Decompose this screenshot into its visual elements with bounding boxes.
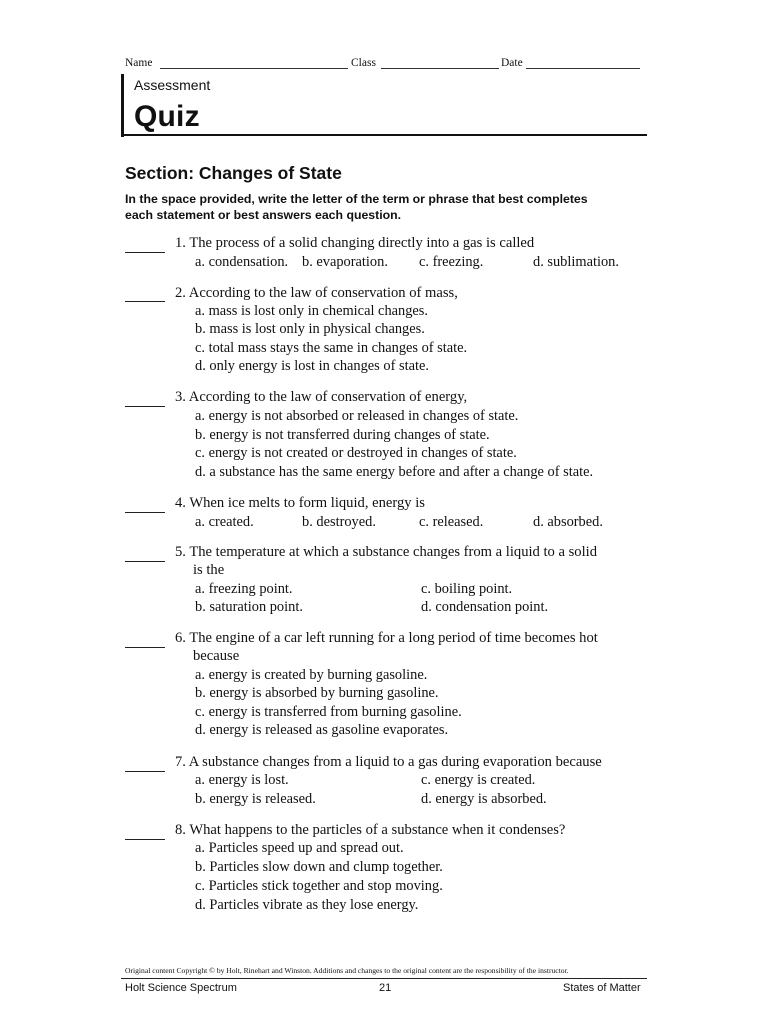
q7-option-d: d. energy is absorbed.	[421, 791, 547, 807]
q7-option-c: c. energy is created.	[421, 772, 536, 788]
answer-blank-7[interactable]	[125, 771, 165, 772]
question-8-stem: 8. What happens to the particles of a substance when it condenses?	[175, 822, 566, 838]
q7-option-b: b. energy is released.	[195, 791, 316, 807]
q8-option-a: a. Particles speed up and spread out.	[195, 840, 404, 856]
q2-option-a: a. mass is lost only in chemical changes.	[195, 303, 428, 319]
name-field[interactable]	[160, 68, 348, 69]
page-title: Quiz	[134, 100, 200, 133]
q4-option-a: a. created.	[195, 514, 254, 530]
question-2-stem: 2. According to the law of conservation of mass,	[175, 285, 458, 301]
q1-option-a: a. condensation.	[195, 254, 289, 270]
q3-option-b: b. energy is not transferred during changes of state.	[195, 427, 490, 443]
question-6-stem-cont: because	[193, 648, 240, 664]
answer-blank-6[interactable]	[125, 647, 165, 648]
copyright-notice: Original content Copyright © by Holt, Rinehart and Winston. Additions and changes to the original content are the responsibility of the instructor.	[125, 966, 569, 975]
title-bracket	[121, 74, 124, 137]
q3-option-c: c. energy is not created or destroyed in changes of state.	[195, 445, 517, 461]
answer-blank-5[interactable]	[125, 561, 165, 562]
instructions-line-2: each statement or best answers each question.	[125, 208, 402, 222]
q4-option-c: c. released.	[419, 514, 484, 530]
q2-option-b: b. mass is lost only in physical changes.	[195, 321, 425, 337]
q5-option-c: c. boiling point.	[421, 581, 513, 597]
answer-blank-1[interactable]	[125, 252, 165, 253]
answer-blank-3[interactable]	[125, 406, 165, 407]
footer-rule	[121, 978, 647, 979]
q5-option-b: b. saturation point.	[195, 599, 303, 615]
date-label: Date	[501, 57, 523, 69]
q5-option-d: d. condensation point.	[421, 599, 549, 615]
q1-option-c: c. freezing.	[419, 254, 484, 270]
title-rule	[121, 134, 647, 136]
q1-option-d: d. sublimation.	[533, 254, 619, 270]
class-label: Class	[351, 57, 376, 69]
q8-option-c: c. Particles stick together and stop moving.	[195, 878, 443, 894]
q2-option-d: d. only energy is lost in changes of state.	[195, 358, 429, 374]
q3-option-d: d. a substance has the same energy before and after a change of state.	[195, 464, 594, 480]
q8-option-d: d. Particles vibrate as they lose energy.	[195, 897, 419, 913]
q3-option-a: a. energy is not absorbed or released in changes of state.	[195, 408, 519, 424]
date-field[interactable]	[526, 68, 640, 69]
section-title: Section: Changes of State	[125, 163, 342, 183]
footer-chapter-title: States of Matter	[563, 982, 641, 994]
q6-option-d: d. energy is released as gasoline evaporates.	[195, 722, 449, 738]
q4-option-b: b. destroyed.	[302, 514, 376, 530]
instructions-line-1: In the space provided, write the letter of the term or phrase that best completes	[125, 192, 588, 206]
q7-option-a: a. energy is lost.	[195, 772, 289, 788]
q1-option-b: b. evaporation.	[302, 254, 388, 270]
footer-page-number: 21	[379, 982, 392, 994]
answer-blank-8[interactable]	[125, 839, 165, 840]
question-6-stem: 6. The engine of a car left running for a long period of time becomes hot	[175, 630, 598, 646]
footer-book-title: Holt Science Spectrum	[125, 982, 237, 994]
question-5-stem: 5. The temperature at which a substance changes from a liquid to a solid	[175, 544, 598, 560]
q6-option-b: b. energy is absorbed by burning gasoline.	[195, 685, 439, 701]
q6-option-a: a. energy is created by burning gasoline.	[195, 667, 428, 683]
q2-option-c: c. total mass stays the same in changes of state.	[195, 340, 468, 356]
question-7-stem: 7. A substance changes from a liquid to a gas during evaporation because	[175, 754, 602, 770]
question-1-stem: 1. The process of a solid changing directly into a gas is called	[175, 235, 535, 251]
class-field[interactable]	[381, 68, 499, 69]
assessment-label: Assessment	[134, 77, 211, 93]
question-4-stem: 4. When ice melts to form liquid, energy is	[175, 495, 425, 511]
question-3-stem: 3. According to the law of conservation of energy,	[175, 389, 468, 405]
answer-blank-2[interactable]	[125, 301, 165, 302]
q8-option-b: b. Particles slow down and clump together.	[195, 859, 443, 875]
question-5-stem-cont: is the	[193, 562, 225, 578]
q4-option-d: d. absorbed.	[533, 514, 603, 530]
q6-option-c: c. energy is transferred from burning gasoline.	[195, 704, 462, 720]
name-label: Name	[125, 57, 153, 69]
answer-blank-4[interactable]	[125, 512, 165, 513]
q5-option-a: a. freezing point.	[195, 581, 293, 597]
